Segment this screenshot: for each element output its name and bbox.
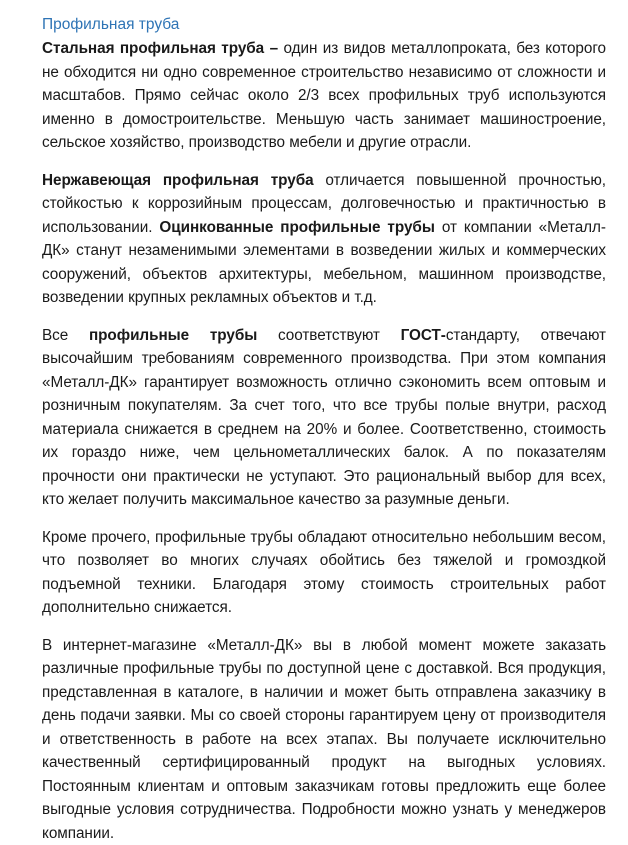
- text-run: Все: [42, 327, 89, 344]
- bold-text-run: ГОСТ-: [401, 327, 446, 344]
- text-run: стандарту, отвечают высочайшим требованиям современного производства. При этом компания «Металл-ДК» гарантирует возможность отлично сэкономить всем оптовым и розничным покупателям. За счет того, что все трубы полые внутри, расход материала снижается в среднем на 20% и более. Соответственно, стоимость их гораздо ниже, чем цельнометаллических балок. А по показателям прочности они практически не уступают. Это рациональный выбор для всех, кто желает получить максимальное качество за разумные деньги.: [42, 327, 606, 509]
- paragraph: [42, 37, 606, 155]
- document-heading: Профильная труба: [42, 14, 606, 36]
- paragraph: [42, 526, 606, 620]
- bold-text-run: Оцинкованные профильные трубы: [159, 219, 434, 236]
- document-body: [42, 37, 606, 845]
- paragraph: [42, 634, 606, 845]
- bold-text-run: профильные трубы: [89, 327, 257, 344]
- text-run: соответствуют: [257, 327, 400, 344]
- text-run: Кроме прочего, профильные трубы обладают относительно небольшим весом, что позволяет во многих случаях обойтись без тяжелой и громоздкой подъемной техники. Благодаря этому стоимость строительных работ дополнительно снижается.: [42, 529, 606, 617]
- paragraph: [42, 324, 606, 512]
- text-run: отличается повышенной прочностью, стойкостью к коррозийным процессам, долговечностью и практичностью в использовании.: [42, 172, 606, 236]
- text-run: от компании «Металл-ДК» станут незаменимыми элементами в возведении жилых и коммерческих сооружений, объектов архитектуры, мебельном, машинном производстве, возведении крупных рекламных объектов и т.д.: [42, 219, 606, 307]
- bold-text-run: Стальная профильная труба –: [42, 40, 278, 57]
- text-run: один из видов металлопроката, без которого не обходится ни одно современное строительство независимо от сложности и масштабов. Прямо сейчас около 2/3 всех профильных труб используются именно в домостроительстве. Меньшую часть занимает машиностроение, сельское хозяйство, производство мебели и другие отрасли.: [42, 40, 606, 151]
- bold-text-run: Нержавеющая профильная труба: [42, 172, 314, 189]
- paragraph: [42, 169, 606, 310]
- text-run: В интернет-магазине «Металл-ДК» вы в любой момент можете заказать различные профильные трубы по доступной цене с доставкой. Вся продукция, представленная в каталоге, в наличии и может быть отправлена заказчику в день подачи заявки. Мы со своей стороны гарантируем цену от производителя и ответственность в работе на всех этапах. Вы получаете исключительно качественный сертифицированный продукт на выгодных условиях. Постоянным клиентам и оптовым заказчикам готовы предложить еще более выгодные условия сотрудничества. Подробности можно узнать у менеджеров компании.: [42, 637, 606, 842]
